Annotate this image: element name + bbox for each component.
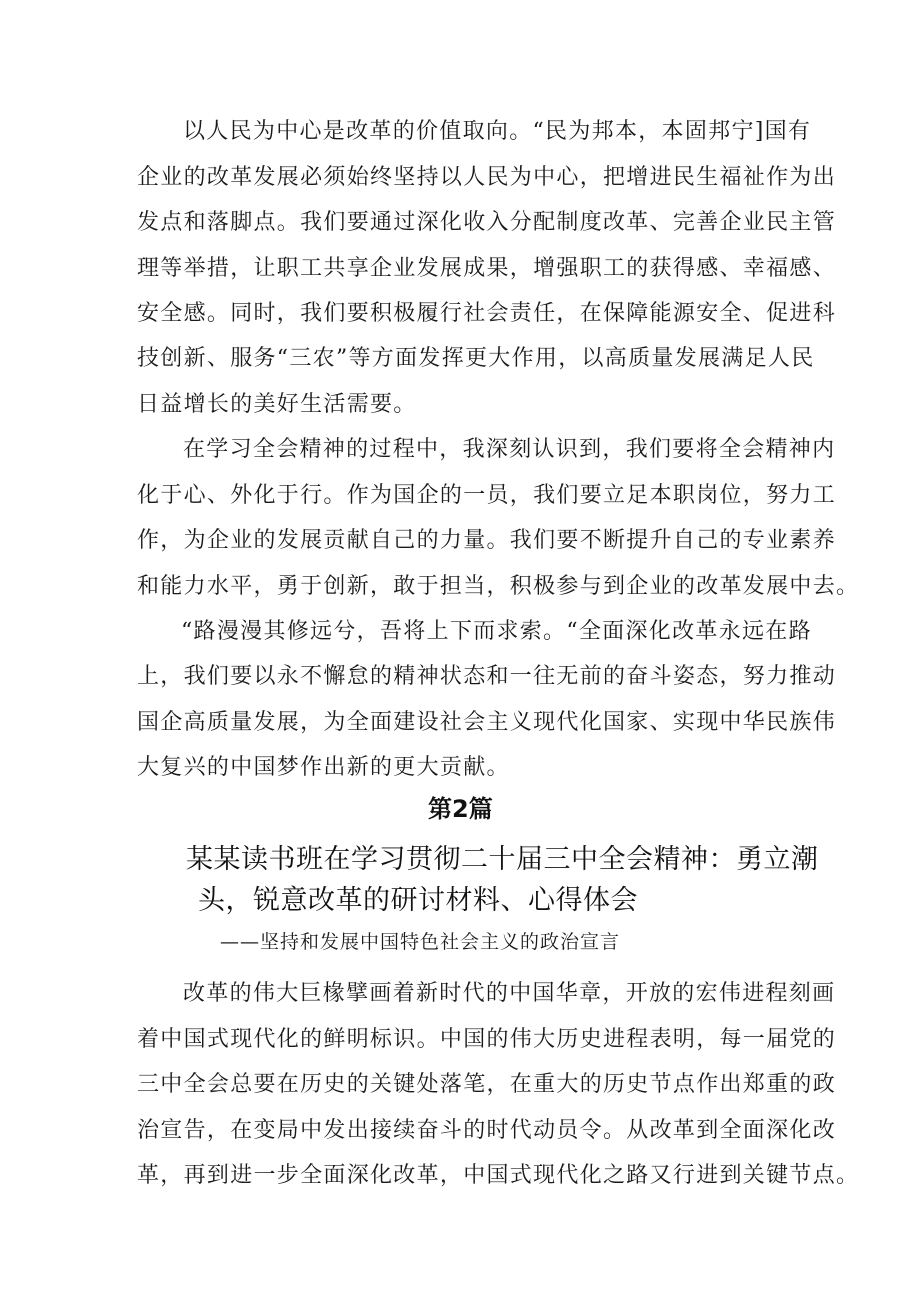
text-line: 安全感。同时，我们要积极履行社会责任，在保障能源安全、促进科	[137, 301, 837, 326]
text-line: 企业的改革发展必须始终坚持以人民为中心，把增进民生福祉作为出	[137, 165, 837, 190]
text-line: “路漫漫其修远兮，吾将上下而求索。“全面深化改革永远在路	[181, 619, 812, 644]
text-line: 在学习全会精神的过程中，我深刻认识到，我们要将全会精神内	[183, 437, 836, 462]
text-line: 日益增长的美好生活需要。	[137, 392, 417, 417]
section-subtitle: ——坚持和发展中国特色社会主义的政治宣言	[220, 931, 621, 953]
text-line: 和能力水平，勇于创新，敢于担当，积极参与到企业的改革发展中去。	[137, 574, 860, 599]
text-line: 技创新、服务“三农”等方面发挥更大作用，以高质量发展满足人民	[137, 346, 815, 371]
text-line: 上，我们要以永不懈怠的精神状态和一往无前的奋斗姿态，努力推动	[137, 664, 837, 689]
text-line: 治宣告，在变局中发出接续奋斗的时代动员令。从改革到全面深化改	[137, 1118, 837, 1143]
section-title-line-2: 头，锐意改革的研讨材料、心得体会	[198, 885, 638, 916]
text-line: 作，为企业的发展贡献自己的力量。我们要不断提升自己的专业素养	[137, 528, 837, 553]
text-line: 化于心、外化于行。作为国企的一员，我们要立足本职岗位，努力工	[137, 483, 837, 508]
text-line: 理等举措，让职工共享企业发展成果，增强职工的获得感、幸福感、	[137, 256, 837, 281]
section-title-line-1: 某某读书班在学习贯彻二十届三中全会精神：勇立潮	[186, 844, 819, 875]
text-line: 着中国式现代化的鲜明标识。中国的伟大历史进程表明，每一届党的	[137, 1027, 837, 1052]
text-line: 以人民为中心是改革的价值取向。“民为邦本，本固邦宁]国有	[183, 119, 812, 144]
text-line: 改革的伟大巨椽擘画着新时代的中国华章，开放的宏伟进程刻画	[183, 981, 836, 1006]
text-line: 三中全会总要在历史的关键处落笔，在重大的历史节点作出郑重的政	[137, 1072, 837, 1097]
text-line: 革，再到进一步全面深化改革，中国式现代化之路又行进到关键节点。	[137, 1163, 860, 1188]
text-line: 国企高质量发展，为全面建设社会主义现代化国家、实现中华民族伟	[137, 710, 837, 735]
section-label: 第2篇	[428, 795, 493, 823]
text-line: 发点和落脚点。我们要通过深化收入分配制度改革、完善企业民主管	[137, 210, 837, 235]
text-line: 大复兴的中国梦作出新的更大贡献。	[137, 755, 510, 780]
